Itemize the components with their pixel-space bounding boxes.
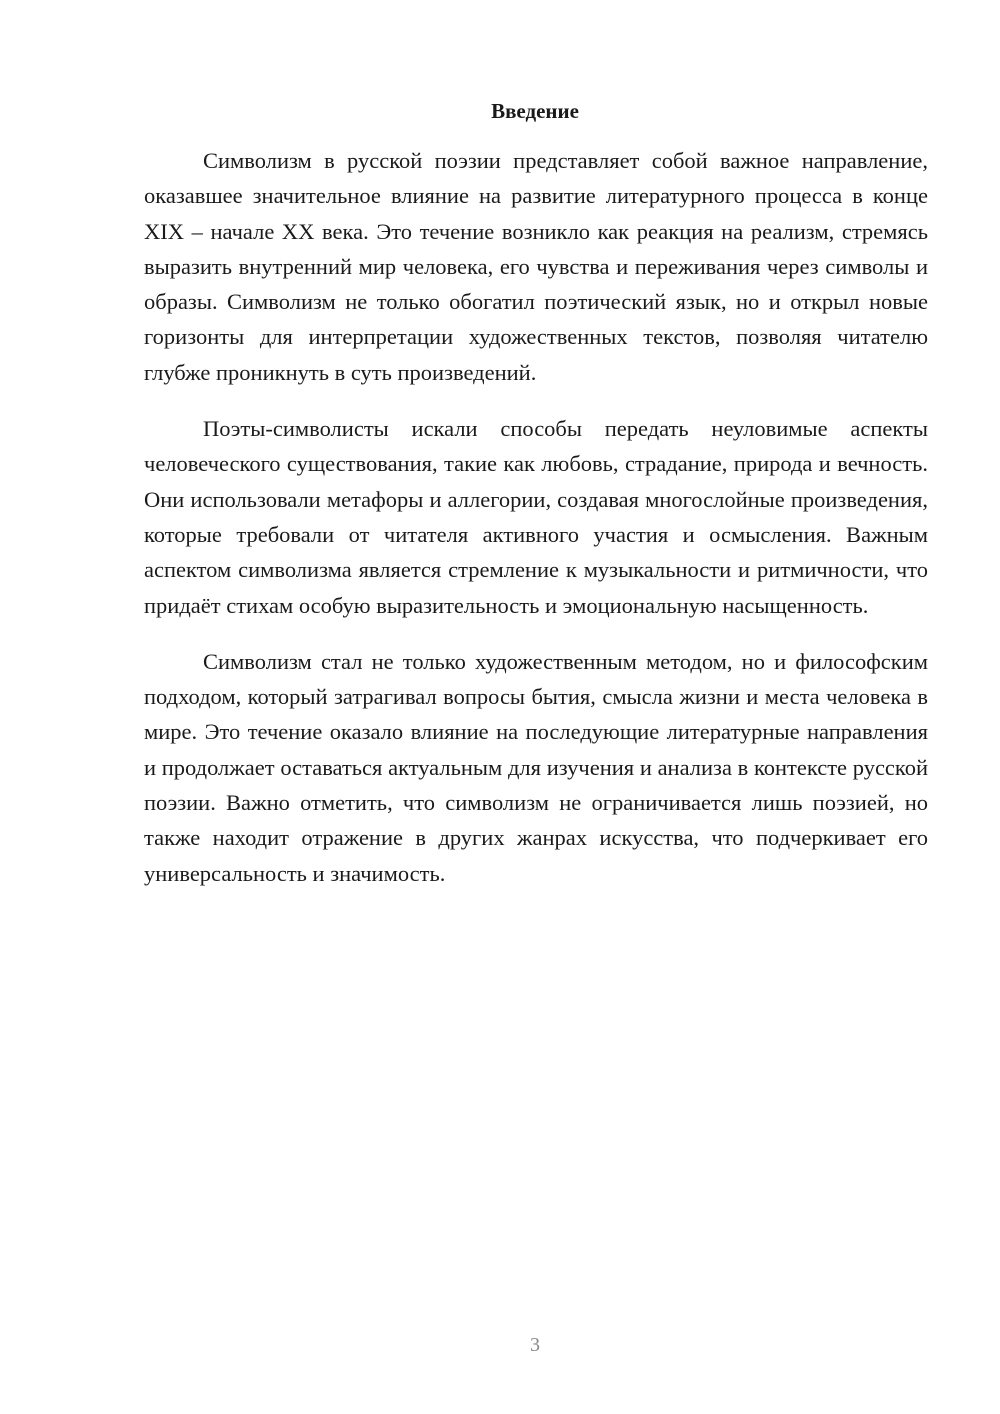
paragraph-2: Поэты-символисты искали способы передать неуловимые аспекты человеческого существования, такие как любовь, страдание, природа и вечность. Они использовали метафоры и аллегории, создавая многослойные произведения, которые требовали от читателя активного участия и осмысления. Важным аспектом символизма является стремление к музыкальности и ритмичности, что придаёт стихам особую выразительность и эмоциональную насыщенность. [144, 416, 928, 618]
body-text [144, 143, 928, 912]
paragraph-1: Символизм в русской поэзии представляет собой важное направление, оказавшее значительное влияние на развитие литературного процесса в конце XIX – начале XX века. Это течение возникло как реакция на реализм, стремясь выразить внутренний мир человека, его чувства и переживания через символы и образы. Символизм не только обогатил поэтический язык, но и открыл новые горизонты для интерпретации художественных текстов, позволяя читателю глубже проникнуть в суть произведений. [144, 148, 928, 385]
page-number: 3 [530, 1334, 540, 1356]
paragraph-3: Символизм стал не только художественным методом, но и философским подходом, который затрагивал вопросы бытия, смысла жизни и места человека в мире. Это течение оказало влияние на последующие литературные направления и продолжает оставаться актуальным для изучения и анализа в контексте русской поэзии. Важно отметить, что символизм не ограничивается лишь поэзией, но также находит отражение в других жанрах искусства, что подчеркивает его универсальность и значимость. [144, 648, 928, 886]
section-title: Введение [491, 99, 579, 123]
